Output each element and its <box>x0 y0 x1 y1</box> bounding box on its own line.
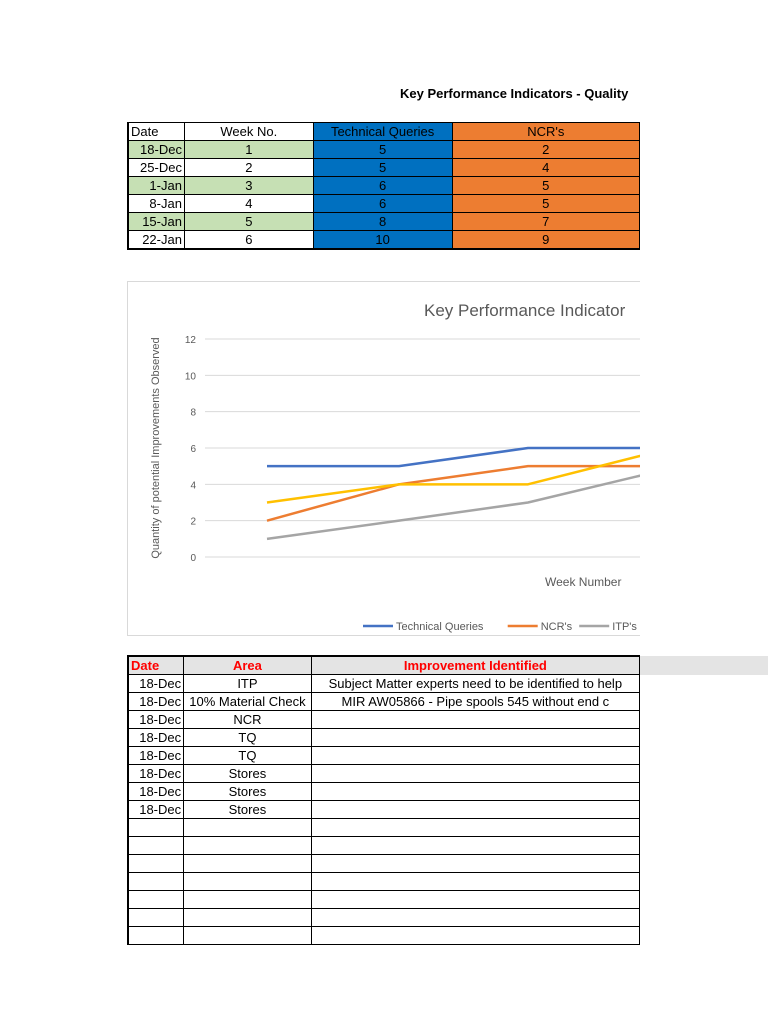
imp-area-cell[interactable]: Stores <box>184 801 312 819</box>
kpi-date-cell[interactable]: 22-Jan <box>128 231 184 250</box>
kpi-date-cell[interactable]: 8-Jan <box>128 195 184 213</box>
imp-text-cell[interactable] <box>311 927 639 946</box>
improvement-row <box>128 819 640 837</box>
imp-date-cell[interactable] <box>128 909 184 927</box>
kpi-row <box>128 195 640 213</box>
imp-area-cell[interactable] <box>184 837 312 855</box>
improvement-row <box>128 675 640 693</box>
imp-text-cell[interactable] <box>311 891 639 909</box>
imp-area-cell[interactable] <box>184 891 312 909</box>
kpi-chart[interactable] <box>127 281 640 636</box>
kpi-table <box>127 122 640 250</box>
kpi-tq-cell[interactable]: 6 <box>313 177 452 195</box>
page-title: Key Performance Indicators - Quality <box>400 86 629 101</box>
kpi-date-cell[interactable]: 15-Jan <box>128 213 184 231</box>
imp-date-cell[interactable] <box>128 891 184 909</box>
header-imp-date[interactable]: Date <box>128 656 184 675</box>
imp-text-cell[interactable] <box>311 837 639 855</box>
kpi-week-cell[interactable]: 4 <box>184 195 313 213</box>
legend-label: NCR's <box>540 621 573 633</box>
y-tick-label: 2 <box>190 516 196 528</box>
kpi-week-cell[interactable]: 6 <box>184 231 313 250</box>
imp-area-cell[interactable] <box>184 927 312 946</box>
kpi-ncr-cell[interactable]: 2 <box>452 141 639 159</box>
kpi-tq-cell[interactable]: 8 <box>313 213 452 231</box>
kpi-table-container <box>127 122 640 256</box>
improvement-row <box>128 891 640 909</box>
y-tick-label: 10 <box>184 371 196 383</box>
kpi-chart-svg <box>128 282 640 636</box>
series-line-technical-queries <box>267 448 640 466</box>
imp-area-cell[interactable] <box>184 819 312 837</box>
imp-text-cell[interactable] <box>311 747 639 765</box>
kpi-week-cell[interactable]: 3 <box>184 177 313 195</box>
kpi-ncr-cell[interactable]: 5 <box>452 195 639 213</box>
y-axis-label: Quantity of potential Improvements Observed <box>150 337 162 559</box>
imp-date-cell[interactable]: 18-Dec <box>128 711 184 729</box>
imp-text-cell[interactable] <box>311 855 639 873</box>
kpi-row <box>128 177 640 195</box>
improvement-row <box>128 873 640 891</box>
improvement-row <box>128 729 640 747</box>
kpi-row <box>128 231 640 250</box>
imp-text-cell[interactable]: Subject Matter experts need to be identified to help <box>311 675 639 693</box>
kpi-header-row <box>128 123 640 141</box>
imp-text-cell[interactable] <box>311 729 639 747</box>
improvement-table-container <box>127 655 640 945</box>
improvement-row <box>128 747 640 765</box>
legend-label: Technical Queries <box>396 621 484 633</box>
legend-label: ITP's <box>612 621 637 633</box>
improvement-row <box>128 711 640 729</box>
imp-date-cell[interactable]: 18-Dec <box>128 693 184 711</box>
improvement-row <box>128 801 640 819</box>
kpi-date-cell[interactable]: 18-Dec <box>128 141 184 159</box>
kpi-row <box>128 141 640 159</box>
imp-area-cell[interactable] <box>184 855 312 873</box>
imp-text-cell[interactable] <box>311 873 639 891</box>
imp-text-cell[interactable] <box>311 765 639 783</box>
imp-area-cell[interactable] <box>184 909 312 927</box>
imp-date-cell[interactable] <box>128 837 184 855</box>
y-tick-label: 12 <box>184 335 196 346</box>
kpi-week-cell[interactable]: 5 <box>184 213 313 231</box>
improvement-row <box>128 783 640 801</box>
y-tick-label: 8 <box>190 407 196 419</box>
chart-title: Key Performance Indicator <box>424 301 626 320</box>
kpi-ncr-cell[interactable]: 9 <box>452 231 639 250</box>
imp-text-cell[interactable] <box>311 909 639 927</box>
kpi-week-cell[interactable]: 2 <box>184 159 313 177</box>
imp-text-cell[interactable] <box>311 783 639 801</box>
kpi-ncr-cell[interactable]: 4 <box>452 159 639 177</box>
y-tick-label: 0 <box>190 553 196 564</box>
imp-date-cell[interactable]: 18-Dec <box>128 747 184 765</box>
imp-date-cell[interactable] <box>128 855 184 873</box>
kpi-row <box>128 159 640 177</box>
header-date[interactable]: Date <box>128 123 184 141</box>
improvement-row <box>128 855 640 873</box>
imp-area-cell[interactable]: 10% Material Check <box>184 693 312 711</box>
improvement-header-row <box>128 656 640 675</box>
imp-area-cell[interactable]: Stores <box>184 783 312 801</box>
header-ncrs[interactable]: NCR's <box>452 123 639 141</box>
kpi-ncr-cell[interactable]: 5 <box>452 177 639 195</box>
imp-area-cell[interactable]: TQ <box>184 747 312 765</box>
header-technical-queries[interactable]: Technical Queries <box>313 123 452 141</box>
imp-area-cell[interactable]: ITP <box>184 675 312 693</box>
imp-date-cell[interactable]: 18-Dec <box>128 783 184 801</box>
imp-date-cell[interactable]: 18-Dec <box>128 675 184 693</box>
x-axis-label: Week Number <box>545 575 622 589</box>
imp-date-cell[interactable]: 18-Dec <box>128 729 184 747</box>
kpi-ncr-cell[interactable]: 7 <box>452 213 639 231</box>
imp-date-cell[interactable] <box>128 873 184 891</box>
imp-text-cell[interactable] <box>311 819 639 837</box>
improvement-row <box>128 909 640 927</box>
imp-date-cell[interactable]: 18-Dec <box>128 801 184 819</box>
y-tick-label: 6 <box>190 444 196 455</box>
y-tick-label: 4 <box>190 480 196 492</box>
imp-text-cell[interactable] <box>311 711 639 729</box>
kpi-tq-cell[interactable]: 5 <box>313 141 452 159</box>
kpi-week-cell[interactable]: 1 <box>184 141 313 159</box>
improvement-row <box>128 837 640 855</box>
imp-text-cell[interactable]: MIR AW05866 - Pipe spools 545 without end c <box>311 693 639 711</box>
kpi-row <box>128 213 640 231</box>
kpi-date-cell[interactable]: 1-Jan <box>128 177 184 195</box>
improvement-row <box>128 927 640 946</box>
kpi-date-cell[interactable]: 25-Dec <box>128 159 184 177</box>
imp-date-cell[interactable]: 18-Dec <box>128 765 184 783</box>
improvement-row <box>128 693 640 711</box>
imp-area-cell[interactable]: TQ <box>184 729 312 747</box>
kpi-tq-cell[interactable]: 5 <box>313 159 452 177</box>
improvement-header-band <box>640 656 768 675</box>
imp-area-cell[interactable] <box>184 873 312 891</box>
kpi-tq-cell[interactable]: 6 <box>313 195 452 213</box>
improvement-table <box>127 655 640 945</box>
imp-area-cell[interactable]: Stores <box>184 765 312 783</box>
header-area[interactable]: Area <box>184 656 312 675</box>
imp-area-cell[interactable]: NCR <box>184 711 312 729</box>
header-improvement-identified[interactable]: Improvement Identified <box>311 656 639 675</box>
kpi-tq-cell[interactable]: 10 <box>313 231 452 250</box>
imp-date-cell[interactable] <box>128 927 184 946</box>
header-week-no[interactable]: Week No. <box>184 123 313 141</box>
imp-text-cell[interactable] <box>311 801 639 819</box>
improvement-row <box>128 765 640 783</box>
imp-date-cell[interactable] <box>128 819 184 837</box>
